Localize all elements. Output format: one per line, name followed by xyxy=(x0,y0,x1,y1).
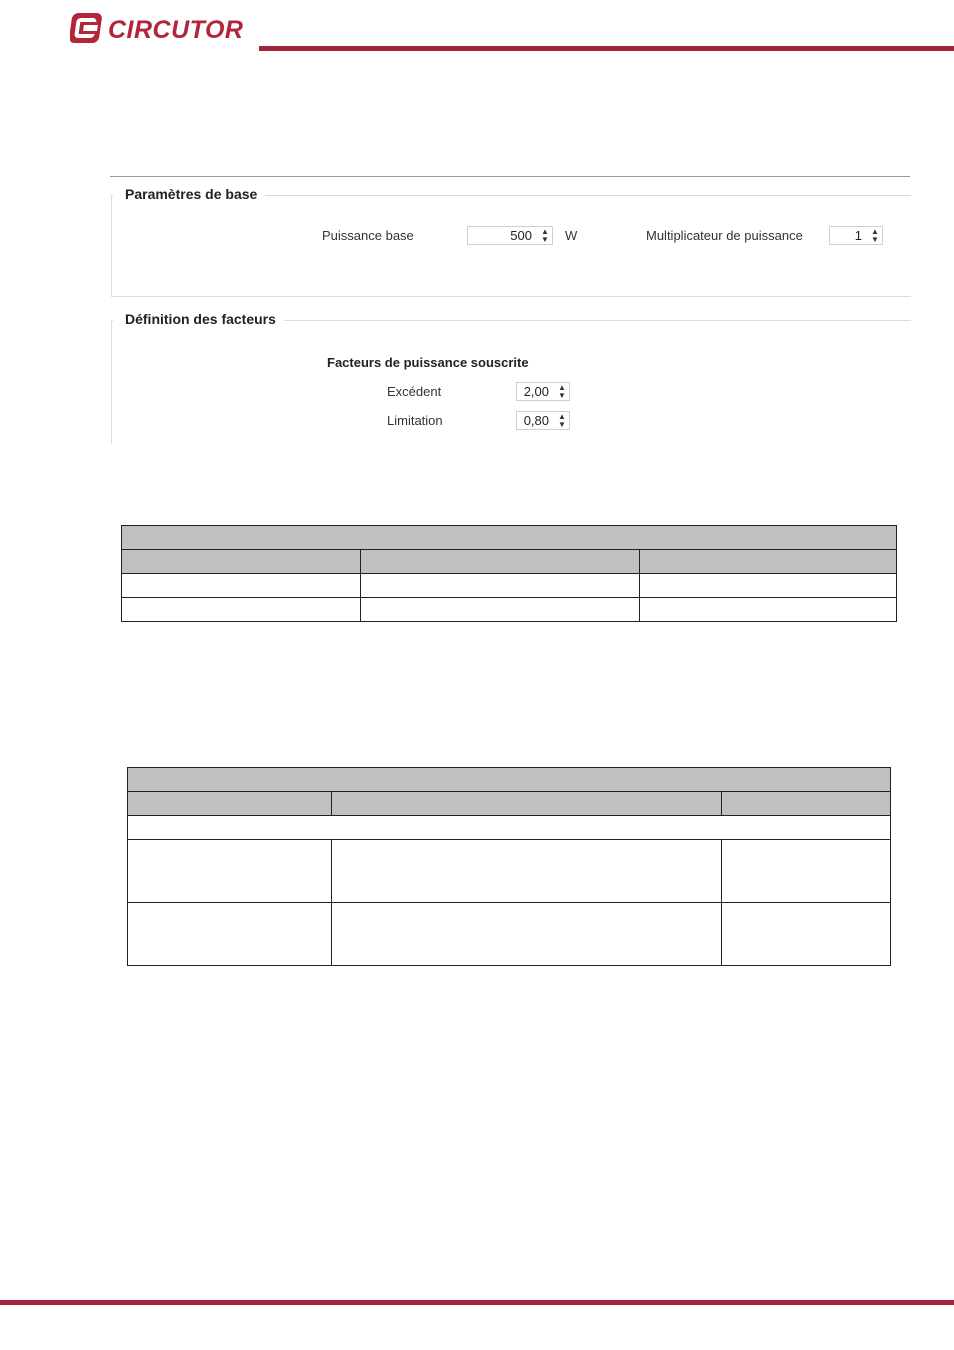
table-row xyxy=(128,816,891,840)
group-title-parametres: Paramètres de base xyxy=(113,186,265,202)
footer-rule xyxy=(0,1300,954,1305)
table-cell xyxy=(361,550,640,574)
table-cell xyxy=(640,574,897,598)
puissance-base-label: Puissance base xyxy=(322,228,414,243)
group-title-definition: Définition des facteurs xyxy=(113,311,284,327)
excedent-spinner[interactable] xyxy=(516,382,570,401)
spinner-arrows-icon[interactable]: ▲ ▼ xyxy=(541,226,549,244)
header-rule xyxy=(259,46,954,51)
table-row xyxy=(122,574,897,598)
table-cell xyxy=(361,598,640,622)
table-1 xyxy=(121,525,897,622)
table-row xyxy=(128,792,891,816)
circutor-logo-icon xyxy=(70,10,106,46)
table-row xyxy=(122,598,897,622)
table-row xyxy=(128,840,891,903)
table-cell xyxy=(122,526,897,550)
excedent-label: Excédent xyxy=(387,384,442,399)
table-row xyxy=(128,768,891,792)
limitation-value: 0,80 xyxy=(523,413,549,428)
spinner-arrows-icon[interactable]: ▲ ▼ xyxy=(558,382,566,400)
table-row xyxy=(122,550,897,574)
table-cell xyxy=(128,768,891,792)
table-cell xyxy=(122,574,361,598)
excedent-value: 2,00 xyxy=(523,384,549,399)
limitation-spinner[interactable] xyxy=(516,411,570,430)
puissance-base-spinner[interactable] xyxy=(467,226,553,245)
table-cell xyxy=(128,792,332,816)
table-cell xyxy=(128,840,332,903)
table-cell xyxy=(332,903,722,966)
multiplicateur-label: Multiplicateur de puissance xyxy=(646,228,803,243)
multiplicateur-value: 1 xyxy=(854,228,862,243)
table-cell xyxy=(722,840,891,903)
table-2 xyxy=(127,767,891,966)
limitation-label: Limitation xyxy=(387,413,443,428)
table-cell xyxy=(722,792,891,816)
spinner-arrows-icon[interactable]: ▲ ▼ xyxy=(558,411,566,429)
table-cell xyxy=(722,903,891,966)
brand-name: CIRCUTOR xyxy=(108,16,244,44)
table-cell xyxy=(640,598,897,622)
table-cell xyxy=(122,598,361,622)
spinner-arrows-icon[interactable]: ▲ ▼ xyxy=(871,226,879,244)
puissance-unit: W xyxy=(565,228,578,243)
multiplicateur-spinner[interactable] xyxy=(829,226,883,245)
group-definition-des-facteurs xyxy=(111,320,911,444)
table-cell xyxy=(128,903,332,966)
table-cell xyxy=(332,792,722,816)
table-row xyxy=(122,526,897,550)
panel-top-line xyxy=(110,176,910,177)
table-cell xyxy=(640,550,897,574)
puissance-base-value: 500 xyxy=(510,228,532,243)
table-cell xyxy=(332,840,722,903)
table-row xyxy=(128,903,891,966)
table-cell xyxy=(122,550,361,574)
circutor-logo xyxy=(70,10,250,48)
table-cell xyxy=(361,574,640,598)
facteurs-subtitle: Facteurs de puissance souscrite xyxy=(327,355,529,370)
table-cell xyxy=(128,816,891,840)
group-parametres-de-base xyxy=(111,195,911,297)
